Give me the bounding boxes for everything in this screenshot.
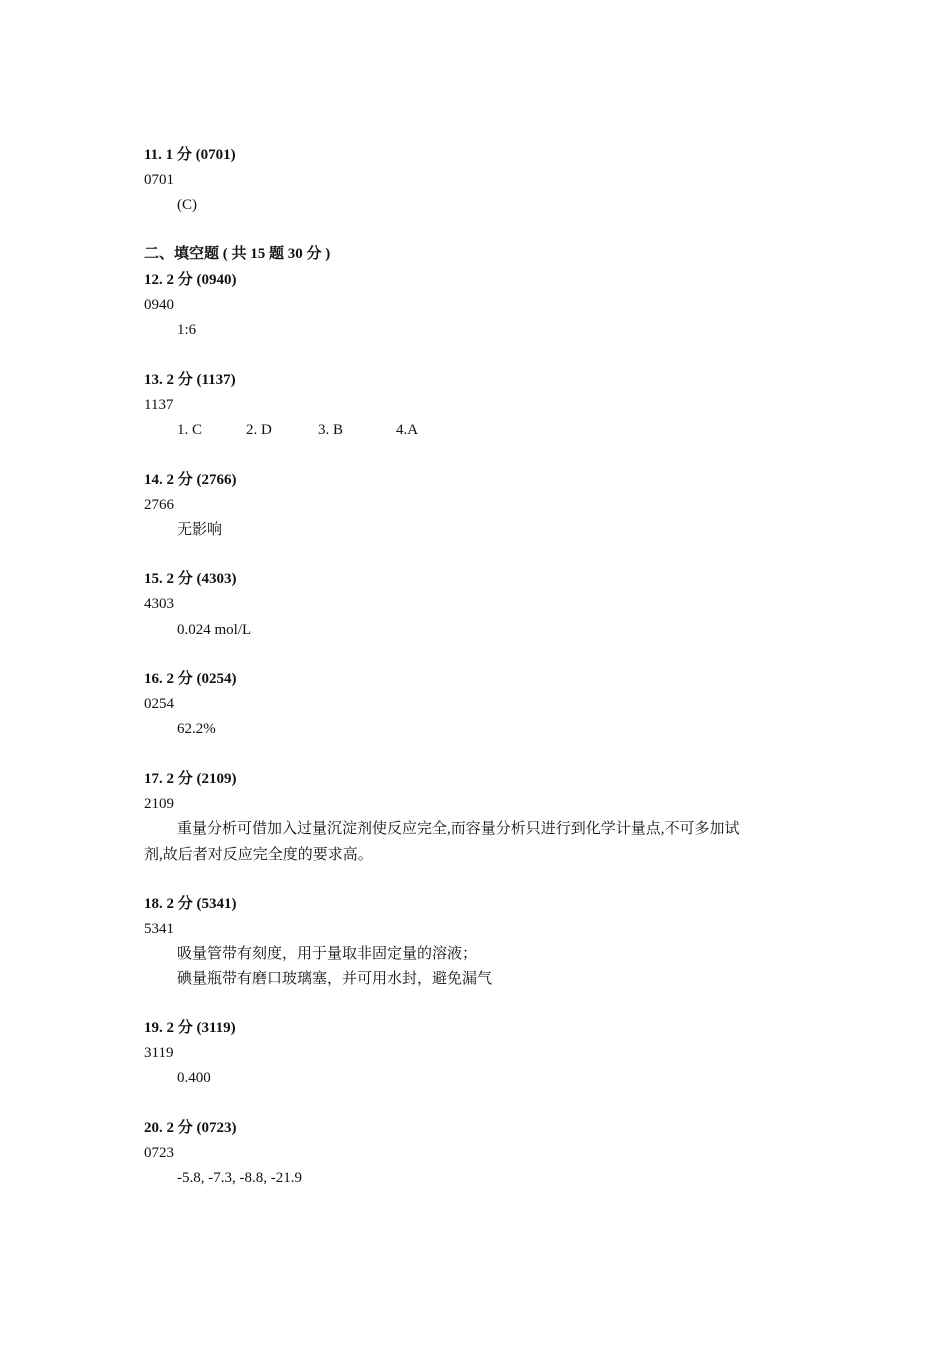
question-11-code: 0701 [144,172,174,188]
section-title: 二、填空题 ( 共 15 题 30 分 ) [144,246,331,262]
question-17-answer-line-1: 重量分析可借加入过量沉淀剂使反应完全,而容量分析只进行到化学计量点,不可多加试 [177,821,740,837]
question-13-code: 1137 [144,397,174,413]
question-19-code: 3119 [144,1045,174,1061]
question-18-answer-line-1: 吸量管带有刻度，用于量取非固定量的溶液； [177,946,478,962]
question-18-code: 5341 [144,921,174,937]
question-16-code: 0254 [144,696,174,712]
question-20-heading: 20. 2 分 (0723) [144,1120,237,1136]
question-20-answer: -5.8, -7.3, -8.8, -21.9 [177,1170,302,1186]
question-14-heading: 14. 2 分 (2766) [144,472,237,488]
question-11-heading: 11. 1 分 (0701) [144,147,236,163]
question-16-heading: 16. 2 分 (0254) [144,671,237,687]
question-12-code: 0940 [144,297,174,313]
question-14-answer: 无影响 [177,522,223,538]
question-13-answer-3: 3. B [318,422,344,438]
question-15-answer: 0.024 mol/L [177,622,252,638]
question-12-answer: 1:6 [177,322,197,338]
question-14-code: 2766 [144,497,174,513]
question-15-code: 4303 [144,596,174,612]
question-15-heading: 15. 2 分 (4303) [144,571,237,587]
question-17-heading: 17. 2 分 (2109) [144,771,237,787]
question-13-answer-4: 4.A [396,422,419,438]
question-13-answer-2: 2. D [246,422,272,438]
question-13-heading: 13. 2 分 (1137) [144,372,236,388]
question-13-answer-1: 1. C [177,422,203,438]
question-19-heading: 19. 2 分 (3119) [144,1020,236,1036]
question-12-heading: 12. 2 分 (0940) [144,272,237,288]
question-18-answer-line-2: 碘量瓶带有磨口玻璃塞，并可用水封，避免漏气 [177,971,493,987]
question-20-code: 0723 [144,1145,174,1161]
question-19-answer: 0.400 [177,1070,211,1086]
question-17-code: 2109 [144,796,174,812]
question-11-answer: (C) [177,197,197,213]
question-16-answer: 62.2% [177,721,216,737]
question-18-heading: 18. 2 分 (5341) [144,896,237,912]
question-17-answer-line-2: 剂,故后者对反应完全度的要求高。 [144,847,373,863]
